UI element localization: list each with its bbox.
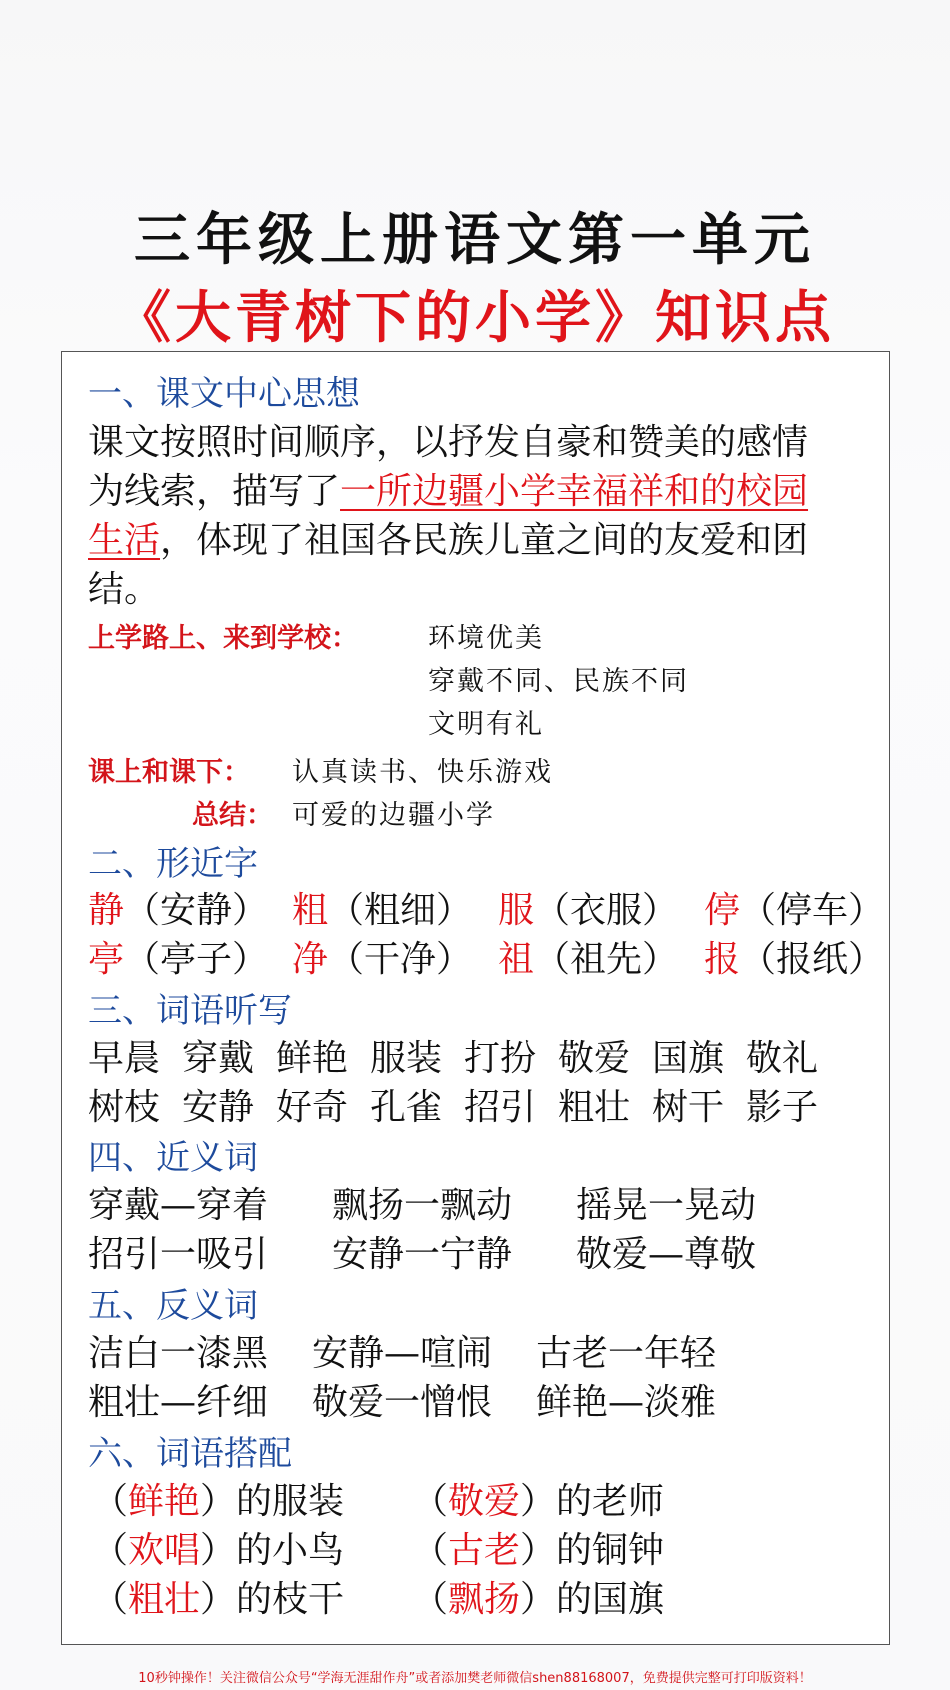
dictation-word: 安静 xyxy=(182,1087,255,1128)
dictation-word: 影子 xyxy=(746,1087,819,1128)
similar-char-row xyxy=(498,931,678,982)
collocation-word: 粗壮 xyxy=(128,1579,201,1620)
similar-char: 粗 xyxy=(292,890,329,931)
dictation-word: 好奇 xyxy=(276,1087,349,1128)
similar-char-word: （粗细） xyxy=(328,890,473,931)
collocation-noun: 的小鸟 xyxy=(236,1530,345,1571)
synonym-pair: 招引一吸引 xyxy=(88,1234,269,1275)
value-polite: 文明有礼 xyxy=(428,709,544,740)
summary-line-3-text: ，体现了祖国各民族儿童之间的友爱和团 xyxy=(160,520,809,561)
similar-char-row xyxy=(704,931,884,982)
antonym-pair: 古老一年轻 xyxy=(536,1333,717,1374)
similar-char: 净 xyxy=(292,939,329,980)
similar-char-row xyxy=(88,931,268,982)
similar-char-word: （报纸） xyxy=(740,939,885,980)
similar-char-row xyxy=(498,882,678,933)
similar-char-word: （停车） xyxy=(740,890,885,931)
similar-char-word: （干净） xyxy=(328,939,473,980)
dictation-word: 招引 xyxy=(464,1087,537,1128)
collocation-noun: 的老师 xyxy=(556,1481,665,1522)
label-summary: 总结： xyxy=(192,800,273,831)
summary-highlight: 一所边疆小学幸福祥和的校园 xyxy=(340,471,809,512)
dictation-word: 鲜艳 xyxy=(276,1038,349,1079)
antonym-pair: 粗壮—纤细 xyxy=(88,1382,269,1423)
similar-char-row xyxy=(88,882,268,933)
collocation-word: 鲜艳 xyxy=(128,1481,201,1522)
collocation-word: 古老 xyxy=(448,1530,521,1571)
dictation-word: 粗壮 xyxy=(558,1087,631,1128)
similar-char-word: （衣服） xyxy=(534,890,679,931)
antonym-pair: 鲜艳—淡雅 xyxy=(536,1382,717,1423)
dictation-word: 早晨 xyxy=(88,1038,161,1079)
section-heading-center-idea: 一、课文中心思想 xyxy=(88,374,360,414)
antonym-pair: 安静—喧闹 xyxy=(312,1333,493,1374)
collocation: （敬爱）的老师 xyxy=(412,1481,665,1522)
collocation-word: 欢唱 xyxy=(128,1530,201,1571)
synonym-pair: 飘扬一飘动 xyxy=(332,1185,513,1226)
dictation-word: 服装 xyxy=(370,1038,443,1079)
dictation-word: 敬爱 xyxy=(558,1038,631,1079)
synonym-pair: 摇晃一晃动 xyxy=(576,1185,757,1226)
collocation-noun: 的国旗 xyxy=(556,1579,665,1620)
dictation-word: 国旗 xyxy=(652,1038,725,1079)
similar-char-row xyxy=(704,882,884,933)
collocation-noun: 的服装 xyxy=(236,1481,345,1522)
similar-char-word: （祖先） xyxy=(534,939,679,980)
dictation-word: 树枝 xyxy=(88,1087,161,1128)
value-clothing: 穿戴不同、民族不同 xyxy=(428,666,689,697)
similar-char-word: （亭子） xyxy=(124,939,269,980)
section-heading-collocations: 六、词语搭配 xyxy=(88,1434,292,1474)
dictation-word: 穿戴 xyxy=(182,1038,255,1079)
collocation-noun: 的铜钟 xyxy=(556,1530,665,1571)
similar-char: 报 xyxy=(704,939,741,980)
collocation: （粗壮）的枝干 xyxy=(92,1579,345,1620)
label-class: 课上和课下： xyxy=(88,757,250,788)
dictation-word: 敬礼 xyxy=(746,1038,819,1079)
similar-char-row xyxy=(292,882,472,933)
section-heading-synonyms: 四、近义词 xyxy=(88,1138,258,1178)
synonym-pair: 安静一宁静 xyxy=(332,1234,513,1275)
antonym-pair: 洁白一漆黑 xyxy=(88,1333,269,1374)
antonym-pair: 敬爱一憎恨 xyxy=(312,1382,493,1423)
collocation-word: 敬爱 xyxy=(448,1481,521,1522)
value-summary: 可爱的边疆小学 xyxy=(292,800,495,831)
similar-char: 祖 xyxy=(498,939,535,980)
value-environment: 环境优美 xyxy=(428,623,544,654)
title-line-2: 《大青树下的小学》知识点 xyxy=(115,286,835,351)
dictation-word: 树干 xyxy=(652,1087,725,1128)
dictation-word: 打扮 xyxy=(464,1038,537,1079)
collocation-word: 飘扬 xyxy=(448,1579,521,1620)
dictation-word: 孔雀 xyxy=(370,1087,443,1128)
summary-line-4: 结。 xyxy=(88,569,161,610)
summary-line-2 xyxy=(88,463,808,514)
similar-char: 停 xyxy=(704,890,741,931)
summary-line-2-text: 为线索，描写了 xyxy=(88,471,341,512)
similar-char-row xyxy=(292,931,472,982)
collocation: （欢唱）的小鸟 xyxy=(92,1530,345,1571)
synonym-pair: 敬爱—尊敬 xyxy=(576,1234,757,1275)
similar-char: 亭 xyxy=(88,939,125,980)
title-line-1: 三年级上册语文第一单元 xyxy=(134,208,816,273)
collocation: （飘扬）的国旗 xyxy=(412,1579,665,1620)
footer-note: 10秒钟操作！关注微信公众号“学海无涯甜作舟”或者添加樊老师微信shen88168007，免费提供完整可打印版资料！ xyxy=(138,1671,812,1686)
collocation: （古老）的铜钟 xyxy=(412,1530,665,1571)
similar-char: 静 xyxy=(88,890,125,931)
summary-line-1: 课文按照时间顺序，以抒发自豪和赞美的感情 xyxy=(88,422,809,463)
similar-char-word: （安静） xyxy=(124,890,269,931)
similar-char: 服 xyxy=(498,890,535,931)
collocation-noun: 的枝干 xyxy=(236,1579,345,1620)
section-heading-dictation: 三、词语听写 xyxy=(88,991,292,1031)
summary-line-3 xyxy=(88,512,808,563)
section-heading-antonyms: 五、反义词 xyxy=(88,1286,258,1326)
value-class: 认真读书、快乐游戏 xyxy=(292,757,553,788)
summary-highlight-end: 生活 xyxy=(88,520,161,561)
section-heading-similar-chars: 二、形近字 xyxy=(88,844,258,884)
label-on-the-way: 上学路上、来到学校： xyxy=(88,623,358,654)
collocation: （鲜艳）的服装 xyxy=(92,1481,345,1522)
synonym-pair: 穿戴—穿着 xyxy=(88,1185,269,1226)
